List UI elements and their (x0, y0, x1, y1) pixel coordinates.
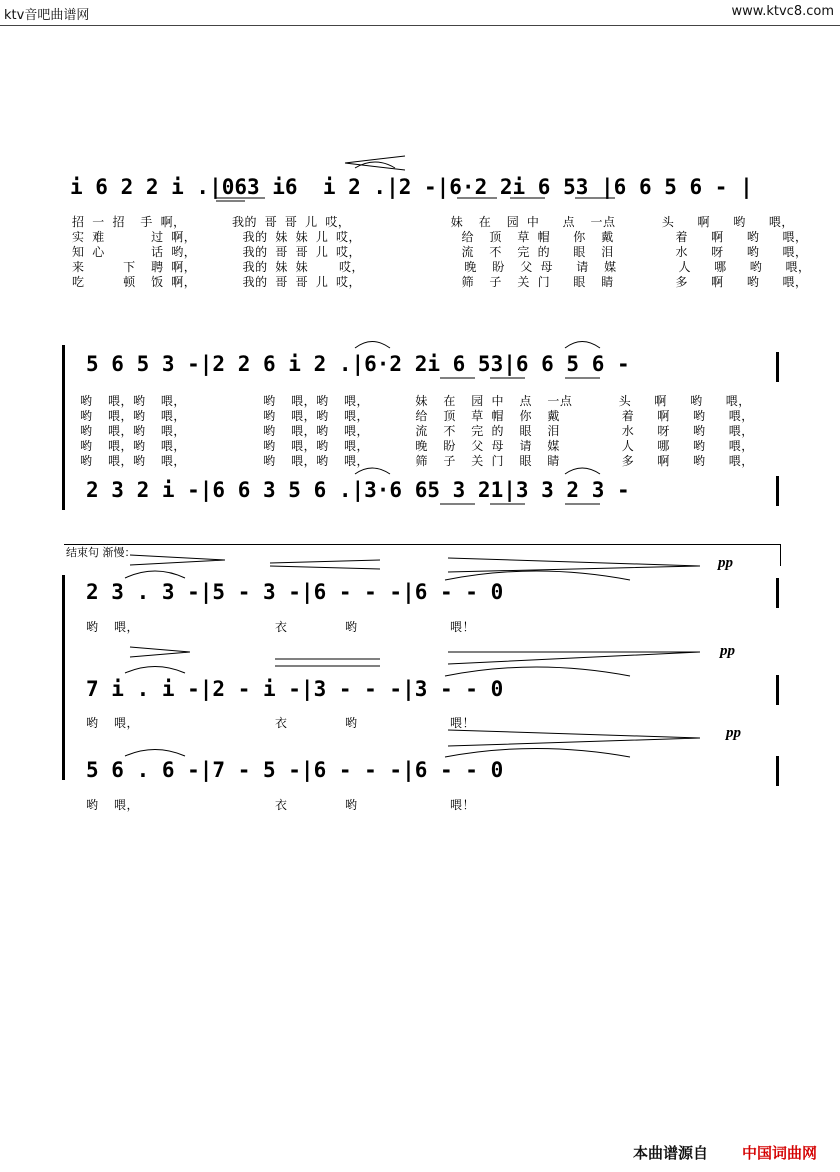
footer-site-name: 中国词曲网 (742, 1144, 818, 1162)
slur-voice2-b (445, 667, 630, 676)
ending-instruction: 结束句 渐慢： (66, 546, 136, 559)
dynamic-pp-voice2: pp (720, 643, 735, 659)
system3-voice3-notes: 5 6 . 6 -|7 - 5 -|6 - - -|6 - - 0 (86, 758, 504, 782)
underlines-system2 (440, 378, 600, 504)
system1-lyric-verse3: 知 心 话 哟， 我的 哥 哥 儿 哎， 流 不 完 的 眼 泪 水 呀 哟 喂， (72, 245, 808, 259)
slur-voice2-a (125, 667, 185, 674)
slur-voice3-a (125, 750, 185, 757)
system3-voice3-lyric-a: 哟 喂， (86, 798, 139, 812)
system2-bottom-notes: 2 3 2 i -|6 6 3 5 6 .|3·6 65 3 21|3 3 2 3 - (86, 478, 630, 502)
slur-system1 (355, 162, 395, 168)
system3-voice2-lyric-a: 哟 喂， (86, 716, 139, 730)
site-header-right: www.ktvc8.com (731, 4, 834, 19)
system3-voice2-lyric-b: 衣 (275, 716, 288, 730)
slur-voice1-a (125, 571, 185, 578)
system1-lyric-verse1: 招 一 招 手 啊， 我的 哥 哥 儿 哎， 妹 在 园 中 点 一点 头 啊 哟 喂， (72, 215, 794, 229)
system3-voice2-lyric-d: 喂！ (450, 716, 476, 730)
footer-source-label: 本曲谱源自 (633, 1144, 709, 1162)
slur-system2-b (565, 342, 600, 349)
dynamic-pp-voice3: pp (726, 725, 741, 741)
system3-voice2-notes: 7 i . i -|2 - i -|3 - - -|3 - - 0 (86, 677, 504, 701)
slur-voice3-b (445, 749, 630, 758)
system2-lyric-verse1: 哟 喂，哟 喂， 哟 喂，哟 喂， 妹 在 园 中 点 一点 头 啊 哟 喂， (80, 394, 751, 408)
hairpin-voice1-a (130, 555, 225, 565)
system1-lyric-verse4: 来 下 聘 啊， 我的 妹 妹 哎， 晚 盼 父 母 请 媒 人 哪 哟 喂， (72, 260, 811, 274)
hairpin-voice3-c (448, 730, 700, 746)
system3-voice1-notes: 2 3 . 3 -|5 - 3 -|6 - - -|6 - - 0 (86, 580, 504, 604)
hairpin-voice2-b (275, 659, 380, 666)
system1-lyric-verse5: 吃 顿 饭 啊， 我的 哥 哥 儿 哎， 筛 子 关 门 眼 睛 多 啊 哟 喂， (72, 275, 808, 289)
system2-lyric-verse4: 哟 喂，哟 喂， 哟 喂，哟 喂， 晚 盼 父 母 请 媒 人 哪 哟 喂， (80, 439, 754, 453)
hairpin-system1 (345, 156, 405, 170)
slur-system2-c (565, 468, 600, 474)
underlines-system1 (216, 198, 615, 201)
system1-lyric-verse2: 实 难 过 啊， 我的 妹 妹 儿 哎， 给 顶 草 帽 你 戴 着 啊 哟 喂， (72, 230, 808, 244)
system3-voice1-lyric-a: 哟 喂， (86, 620, 139, 634)
system3-voice3-lyric-c: 哟 (345, 798, 358, 812)
hairpin-voice2-c (448, 652, 700, 664)
hairpin-voice1-c (448, 558, 700, 572)
system3-voice2-lyric-c: 哟 (345, 716, 358, 730)
system3-voice1-lyric-b: 衣 (275, 620, 288, 634)
site-header-left: ktv音吧曲谱网 (4, 8, 90, 23)
system2-lyric-verse3: 哟 喂，哟 喂， 哟 喂，哟 喂， 流 不 完 的 眼 泪 水 呀 哟 喂， (80, 424, 754, 438)
hairpin-voice1-b (270, 560, 380, 569)
system3-voice1-lyric-c: 哟 (345, 620, 358, 634)
slur-voice1-b (445, 571, 630, 580)
dynamic-pp-voice1: pp (718, 555, 733, 571)
system2-lyric-verse5: 哟 喂，哟 喂， 哟 喂，哟 喂， 筛 子 关 门 眼 睛 多 啊 哟 喂， (80, 454, 754, 468)
system3-voice1-lyric-d: 喂！ (450, 620, 476, 634)
system3-voice3-lyric-d: 喂！ (450, 798, 476, 812)
slur-system2-a (355, 342, 390, 349)
system3-voice3-lyric-b: 衣 (275, 798, 288, 812)
slur-system2-d (355, 468, 390, 474)
hairpin-voice2-a (130, 647, 190, 657)
system1-notes: i 6 2 2 i .|063 i6 i 2 .|2 -|6·2 2i 6 53 |6 6 5 6 - | (70, 175, 753, 199)
system2-top-notes: 5 6 5 3 -|2 2 6 i 2 .|6·2 2i 6 53|6 6 5 6 - (86, 352, 630, 376)
system2-lyric-verse2: 哟 喂，哟 喂， 哟 喂，哟 喂， 给 顶 草 帽 你 戴 着 啊 哟 喂， (80, 409, 754, 423)
